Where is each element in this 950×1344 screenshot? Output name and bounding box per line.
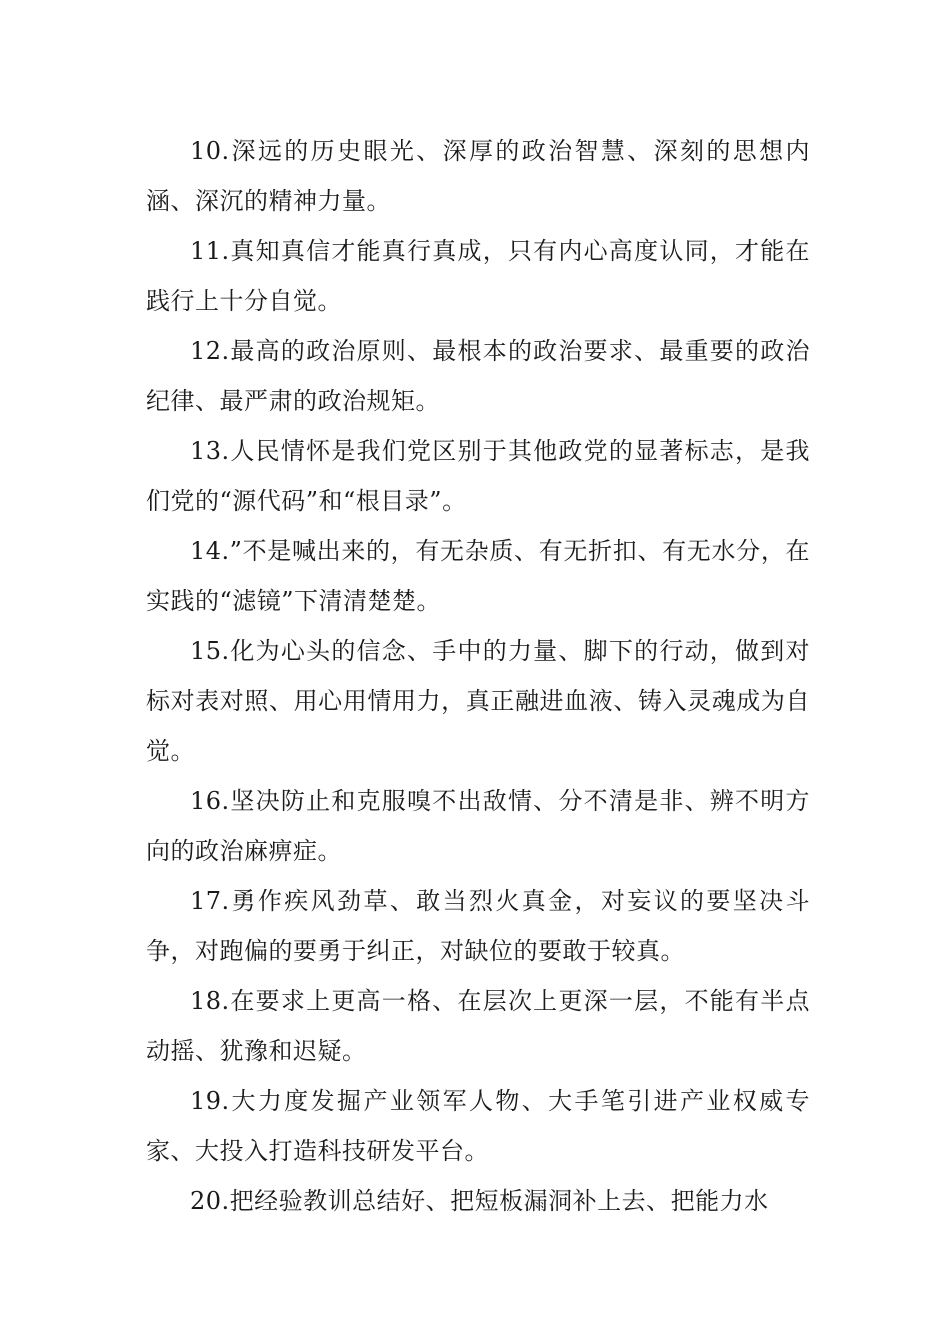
paragraph-20: 20.把经验教训总结好、把短板漏洞补上去、把能力水	[190, 1187, 769, 1215]
paragraph-16: 16.坚决防止和克服嗅不出敌情、分不清是非、辨不明方向的政治麻痹症。	[146, 787, 810, 865]
paragraph-13: 13.人民情怀是我们党区别于其他政党的显著标志，是我们党的“源代码”和“根目录”。	[146, 437, 810, 515]
paragraph-11: 11.真知真信才能真行真成，只有内心高度认同，才能在践行上十分自觉。	[146, 237, 810, 315]
paragraph-18: 18.在要求上更高一格、在层次上更深一层，不能有半点动摇、犹豫和迟疑。	[146, 987, 810, 1065]
paragraph-14: 14.”不是喊出来的，有无杂质、有无折扣、有无水分，在实践的“滤镜”下清清楚楚。	[146, 537, 810, 615]
document-body	[146, 126, 810, 1226]
paragraph-12: 12.最高的政治原则、最根本的政治要求、最重要的政治纪律、最严肃的政治规矩。	[146, 337, 810, 415]
paragraph-17: 17.勇作疾风劲草、敢当烈火真金，对妄议的要坚决斗争，对跑偏的要勇于纠正，对缺位的要敢于较真。	[146, 887, 810, 965]
paragraph-10: 10.深远的历史眼光、深厚的政治智慧、深刻的思想内涵、深沉的精神力量。	[146, 137, 810, 215]
paragraph-15: 15.化为心头的信念、手中的力量、脚下的行动，做到对标对表对照、用心用情用力，真正融进血液、铸入灵魂成为自觉。	[146, 637, 810, 765]
paragraph-19: 19.大力度发掘产业领军人物、大手笔引进产业权威专家、大投入打造科技研发平台。	[146, 1087, 810, 1165]
